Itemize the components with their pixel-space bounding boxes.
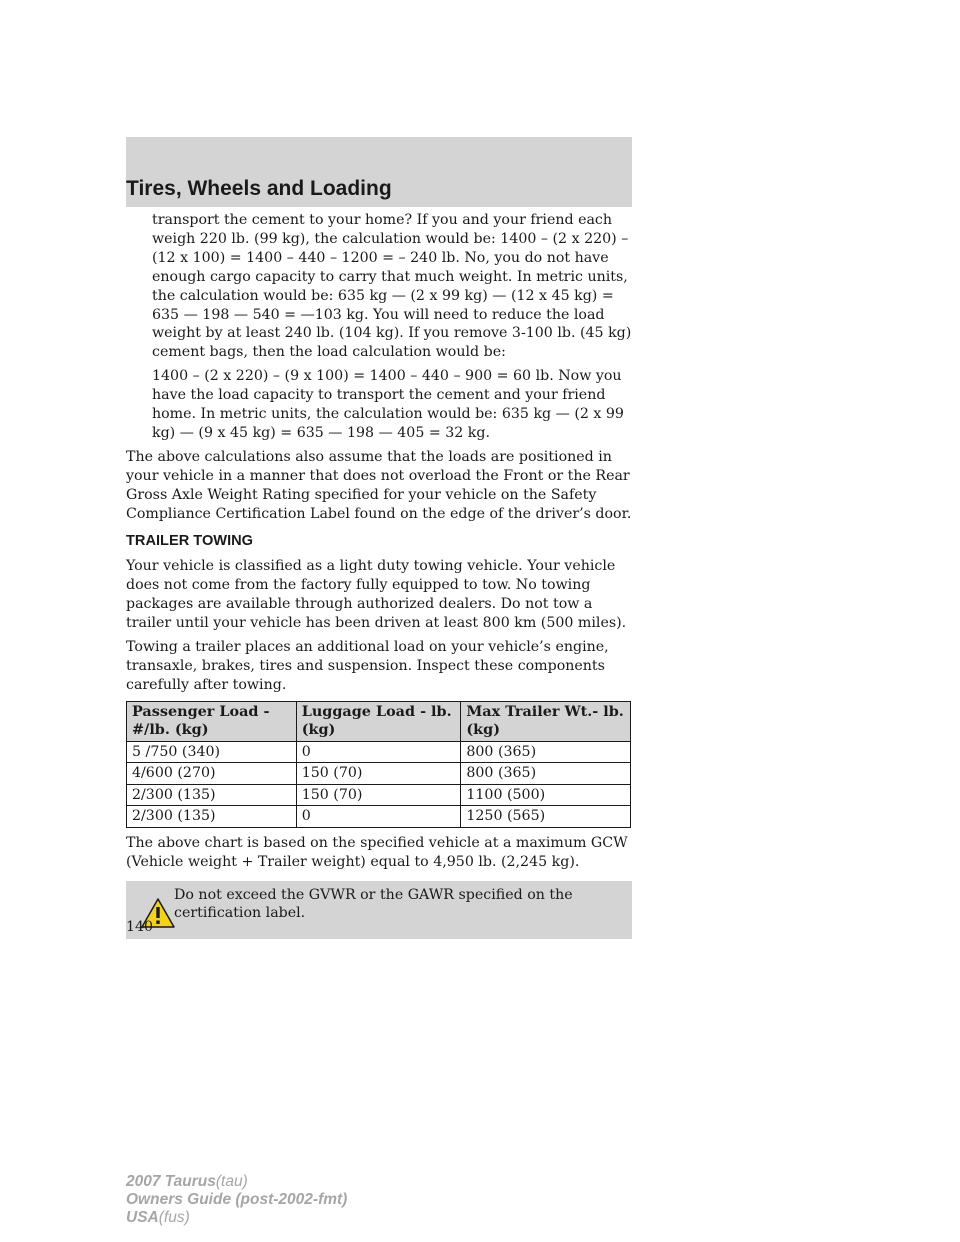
calculation-paragraph-1: transport the cement to your home? If you and your friend each weigh 220 lb. (99 kg), the calculation would be: 1400 – (2 x 220) – (12 x 100) = 1400 – 440 – 1200 = – 240 lb. No, you do not have enough cargo capacity to carry that much weight. In metric units, the calculation would be: 635 kg — (2 x 99 kg) — (12 x 45 kg) = 635 — 198 — 540 = —103 kg. You will need to reduce the load weight by at least 240 lb. (104 kg). If you remove 3-100 lb. (45 kg) cement bags, then the load calculation would be: xyxy=(152,212,632,361)
cell-passenger-load: 5 /750 (340) xyxy=(127,741,297,763)
footer-region-code: (fus) xyxy=(158,1209,190,1226)
cell-luggage-load: 150 (70) xyxy=(296,784,461,806)
table-row xyxy=(127,784,631,806)
cell-luggage-load: 0 xyxy=(296,741,461,763)
footer-line-3 xyxy=(126,1209,347,1227)
cell-passenger-load: 2/300 (135) xyxy=(127,806,297,828)
footer-region: USA xyxy=(126,1209,159,1226)
table-row xyxy=(127,741,631,763)
gcw-paragraph: The above chart is based on the specified vehicle at a maximum GCW (Vehicle weight + Trailer weight) equal to 4,950 lb. (2,245 kg). xyxy=(126,834,628,870)
cell-max-trailer-weight: 800 (365) xyxy=(461,741,631,763)
cell-passenger-load: 2/300 (135) xyxy=(127,784,297,806)
cell-max-trailer-weight: 800 (365) xyxy=(461,763,631,785)
trailer-towing-heading: TRAILER TOWING xyxy=(126,532,254,549)
cell-luggage-load: 150 (70) xyxy=(296,763,461,785)
footer-guide: Owners Guide (post-2002-fmt) xyxy=(126,1191,348,1208)
footer-line-2 xyxy=(126,1191,347,1209)
cell-luggage-load: 0 xyxy=(296,806,461,828)
table-row xyxy=(127,806,631,828)
page-number: 140 xyxy=(126,919,154,935)
footer-model-code: (tau) xyxy=(215,1173,248,1190)
trailer-load-table xyxy=(126,701,631,828)
load-position-paragraph: The above calculations also assume that the loads are positioned in your vehicle in a manner that does not overload the Front or the Rear Gross Axle Weight Rating specified for your vehicle on the Safety Compliance Certification Label found on the edge of the driver’s door. xyxy=(126,448,632,522)
footer-line-1 xyxy=(126,1173,347,1191)
calculation-paragraph-2: 1400 – (2 x 220) – (9 x 100) = 1400 – 440 – 900 = 60 lb. Now you have the load capacity to transport the cement and your friend home. In metric units, the calculation would be: 635 kg — (2 x 99 kg) — (9 x 45 kg) = 635 — 198 — 405 = 32 kg. xyxy=(152,368,624,441)
footer-model: 2007 Taurus xyxy=(126,1173,216,1190)
header-max-trailer-weight: Max Trailer Wt.- lb. (kg) xyxy=(461,701,631,741)
section-title: Tires, Wheels and Loading xyxy=(126,177,392,200)
towing-classification-paragraph: Your vehicle is classified as a light duty towing vehicle. Your vehicle does not come from the factory fully equipped to tow. No towing packages are available through authorized dealers. Do not tow a trailer until your vehicle has been driven at least 800 km (500 miles). xyxy=(126,558,627,632)
warning-box xyxy=(126,881,632,939)
table-header-row xyxy=(127,701,631,741)
table-row xyxy=(127,763,631,785)
cell-max-trailer-weight: 1250 (565) xyxy=(461,806,631,828)
header-passenger-load: Passenger Load - #/lb. (kg) xyxy=(127,701,297,741)
cell-max-trailer-weight: 1100 (500) xyxy=(461,784,631,806)
warning-text: Do not exceed the GVWR or the GAWR specified on the certification label. xyxy=(174,886,573,922)
towing-inspection-paragraph: Towing a trailer places an additional load on your vehicle’s engine, transaxle, brakes, tires and suspension. Inspect these components carefully after towing. xyxy=(126,639,609,693)
body-content xyxy=(126,211,638,939)
cell-passenger-load: 4/600 (270) xyxy=(127,763,297,785)
header-luggage-load: Luggage Load - lb. (kg) xyxy=(296,701,461,741)
footer xyxy=(126,1173,347,1227)
